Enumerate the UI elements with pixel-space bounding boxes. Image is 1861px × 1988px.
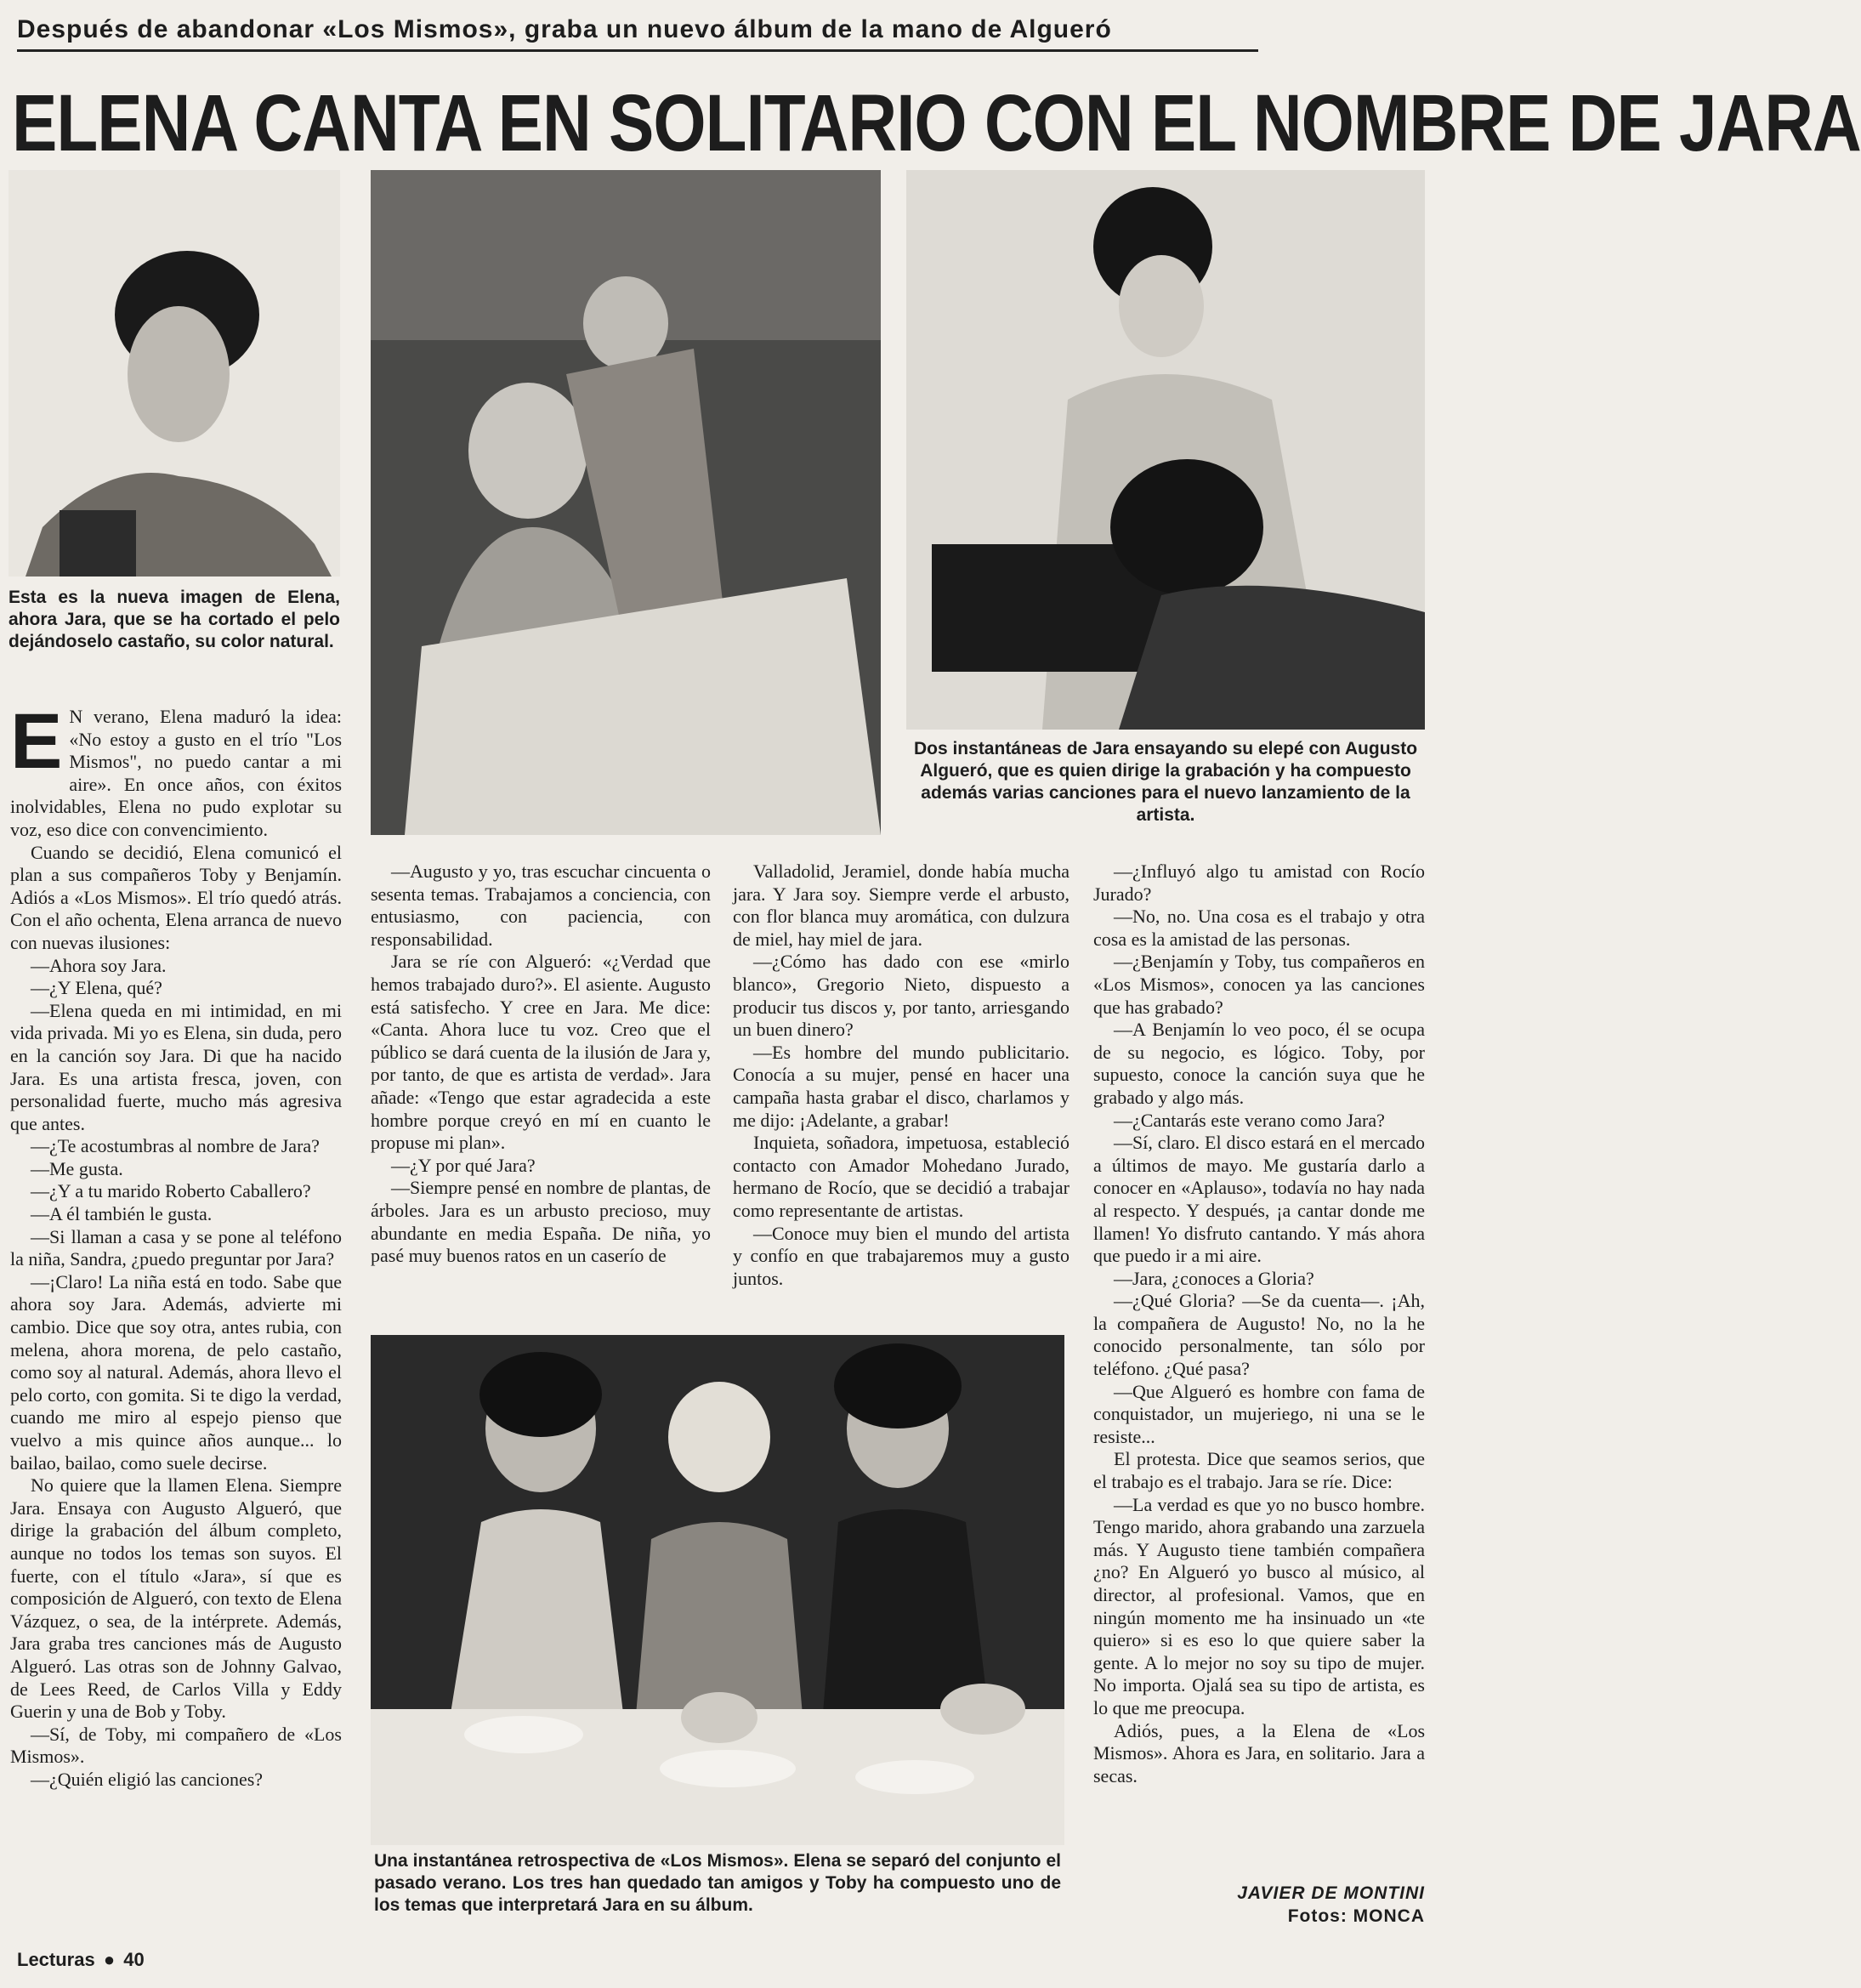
paragraph: —Conoce muy bien el mundo del artista y confío en que trabajaremos muy a gusto juntos. bbox=[733, 1222, 1070, 1289]
photo-alguero-writing bbox=[371, 170, 881, 835]
paragraph: Cuando se decidió, Elena comunicó el plan a sus compañeros Toby y Benjamín. Adiós a «Los Mismos». El trío quedó atrás. Con el año ochenta, Elena arranca de nuevo con nuevas ilusiones: bbox=[10, 841, 342, 953]
paragraph: Adiós, pues, a la Elena de «Los Mismos». Ahora es Jara, en solitario. Jara a secas. bbox=[1093, 1719, 1425, 1786]
article-column-1 bbox=[10, 698, 342, 1792]
photo-credit: Fotos: MONCA bbox=[1287, 1906, 1425, 1926]
paragraph: —¿Cómo has dado con ese «mirlo blanco», Gregorio Nieto, dispuesto a producir tus discos y, por tanto, arriesgando un buen dinero? bbox=[733, 951, 1070, 1041]
paragraph: —Que Algueró es hombre con fama de conquistador, un mujeriego, ni una se le resiste... bbox=[1093, 1380, 1425, 1447]
paragraph: El protesta. Dice que seamos serios, que el trabajo es el trabajo. Jara se ríe. Dice: bbox=[1093, 1448, 1425, 1493]
paragraph: N verano, Elena maduró la idea: «No estoy a gusto en el trío "Los Mismos", no puedo cantar a mi aire». En once años, con éxitos inolvidables, Elena no pudo explotar su voz, eso dice con convencimiento. bbox=[10, 706, 342, 840]
headline: ELENA CANTA EN SOLITARIO CON EL NOMBRE DE JARA bbox=[12, 78, 1861, 168]
paragraph: No quiere que la llamen Elena. Siempre Jara. Ensaya con Augusto Algueró, que dirige la grabación del álbum completo, aunque no todos los temas son suyos. El fuerte, con el título «Jara», sí que es composición de Algueró, con texto de Elena Vázquez, o sea, de la intérprete. Además, Jara graba tres canciones más de Augusto Algueró. Las otras son de Johnny Galvao, de Lees Reed, de Carlos Villa y Eddy Guerin y una de Bob y Toby. bbox=[10, 1474, 342, 1723]
paragraph: —Me gusta. bbox=[31, 1157, 123, 1179]
caption-group: Una instantánea retrospectiva de «Los Mismos». Elena se separó del conjunto el pasado verano. Los tres han quedado tan amigos y Toby ha compuesto uno de los temas que interpretará Jara en su álbum. bbox=[374, 1851, 1061, 1915]
paragraph: —Sí, claro. El disco estará en el mercado a últimos de mayo. Me gustaría darlo a conocer en «Aplauso», todavía no hay nada al respecto. Y después, ¡a cantar donde me llamen! Yo disfruto cantando. Y más ahora que puedo ir a mi aire. bbox=[1093, 1132, 1425, 1267]
paragraph: —Augusto y yo, tras escuchar cincuenta o sesenta temas. Trabajamos a conciencia, con entusiasmo, con paciencia, con responsabilidad. bbox=[371, 861, 711, 950]
paragraph: Valladolid, Jeramiel, donde había mucha jara. Y Jara soy. Siempre verde el arbusto, con flor blanca muy aromática, con dulzura de miel, hay miel de jara. bbox=[733, 861, 1070, 950]
kicker-line: Después de abandonar «Los Mismos», graba un nuevo álbum de la mano de Algueró bbox=[17, 15, 1258, 52]
bullet-icon: ● bbox=[103, 1949, 116, 1970]
paragraph: —La verdad es que yo no busco hombre. Tengo marido, ahora grabando una zarzuela más. Y Augusto tiene también compañera ¿no? En Algueró yo busco al músico, al director, al profesional. Vamos, que en ningún momento me ha insinuado un «te quiero» si es eso lo que quiere saber la gente. A lo mejor no soy su tipo de mujer. No importa. Ojalá sea su tipo de artista, es lo que me preocupa. bbox=[1093, 1493, 1425, 1718]
paragraph: —¿Y Elena, qué? bbox=[31, 977, 162, 999]
article-column-2 bbox=[371, 861, 711, 1268]
paragraph: —A él también le gusta. bbox=[31, 1203, 213, 1225]
paragraph: —No, no. Una cosa es el trabajo y otra cosa es la amistad de las personas. bbox=[1093, 906, 1425, 950]
paragraph: —Siempre pensé en nombre de plantas, de árboles. Jara es un arbusto precioso, muy abundante en media España. De niña, yo pasé muy buenos ratos en un caserío de bbox=[371, 1177, 711, 1267]
paragraph: —¿Benjamín y Toby, tus compañeros en «Los Mismos», conocen ya las canciones que has grabado? bbox=[1093, 951, 1425, 1018]
photo-jara-piano bbox=[906, 170, 1425, 730]
page-number: 40 bbox=[123, 1949, 145, 1970]
paragraph: —¿Influyó algo tu amistad con Rocío Jurado? bbox=[1093, 861, 1425, 905]
paragraph: —¿Y a tu marido Roberto Caballero? bbox=[31, 1180, 311, 1202]
photo-los-mismos-group bbox=[371, 1335, 1064, 1845]
caption-elena: Esta es la nueva imagen de Elena, ahora Jara, que se ha cortado el pelo dejándoselo castaño, su color natural. bbox=[9, 588, 340, 651]
article-column-3 bbox=[733, 861, 1070, 1290]
caption-rehearsal: Dos instantáneas de Jara ensayando su elepé con Augusto Algueró, que es quien dirige la grabación y ha compuesto además varias canciones para el nuevo lanzamiento de la artista. bbox=[913, 739, 1418, 825]
byline bbox=[1204, 1882, 1425, 1928]
paragraph: —¿Te acostumbras al nombre de Jara? bbox=[31, 1135, 320, 1157]
article-column-4 bbox=[1093, 861, 1425, 1787]
paragraph: —¡Claro! La niña está en todo. Sabe que ahora soy Jara. Además, advierte mi cambio. Dice que soy otra, antes rubia, con melena, ahora morena, de pelo castaño, como soy al natural. Además, ahora llevo el pelo corto, con gomita. Si te digo la verdad, cuando me miro al espejo pienso que vuelvo a mis quince años aunque... lo bailao, bailao, como suele decirse. bbox=[10, 1270, 342, 1474]
paragraph: —¿Qué Gloria? —Se da cuenta—. ¡Ah, la compañera de Augusto! No, no la he conocido personalmente, tan sólo por teléfono. ¿Qué pasa? bbox=[1093, 1290, 1425, 1380]
paragraph: —Sí, de Toby, mi compañero de «Los Mismos». bbox=[10, 1723, 342, 1768]
dropcap: E bbox=[10, 698, 63, 785]
page-footer bbox=[17, 1949, 145, 1971]
paragraph: —Si llaman a casa y se pone al teléfono la niña, Sandra, ¿puedo preguntar por Jara? bbox=[10, 1225, 342, 1270]
magazine-name: Lecturas bbox=[17, 1949, 95, 1970]
paragraph: —¿Cantarás este verano como Jara? bbox=[1114, 1109, 1385, 1131]
author-credit: JAVIER DE MONTINI bbox=[1237, 1883, 1425, 1903]
paragraph: Inquieta, soñadora, impetuosa, estableció contacto con Amador Mohedano Jurado, hermano de Rocío, que se decidió a trabajar como representante de artistas. bbox=[733, 1132, 1070, 1221]
paragraph: —¿Quién eligió las canciones? bbox=[31, 1768, 264, 1790]
photo-elena-portrait bbox=[9, 170, 340, 577]
paragraph: —Ahora soy Jara. bbox=[31, 954, 167, 976]
paragraph: Jara se ríe con Algueró: «¿Verdad que hemos trabajado duro?». El asiente. Augusto está satisfecho. Y cree en Jara. Me dice: «Canta. Ahora luce tu voz. Creo que el público se dará cuenta de la ilusión de Jara y, por tanto, de que es artista de verdad». Jara añade: «Tengo que estar agradecida a este hombre porque creyó en mí en cuanto le propuse mi plan». bbox=[371, 951, 711, 1154]
paragraph: —A Benjamín lo veo poco, él se ocupa de su negocio, es lógico. Toby, por supuesto, conoce la canción suya que he grabado y algo más. bbox=[1093, 1019, 1425, 1108]
paragraph: —Es hombre del mundo publicitario. Conocía a su mujer, pensé en hacer una campaña hasta grabar el disco, charlamos y me dijo: ¡Adelante, a grabar! bbox=[733, 1041, 1070, 1131]
paragraph: —Jara, ¿conoces a Gloria? bbox=[1114, 1267, 1314, 1289]
paragraph: —Elena queda en mi intimidad, en mi vida privada. Mi yo es Elena, sin duda, pero en la canción soy Jara. Di que ha nacido Jara. Es una artista fresca, joven, con personalidad fuerte, mucho más agresiva que antes. bbox=[10, 999, 342, 1134]
paragraph: —¿Y por qué Jara? bbox=[391, 1154, 536, 1176]
